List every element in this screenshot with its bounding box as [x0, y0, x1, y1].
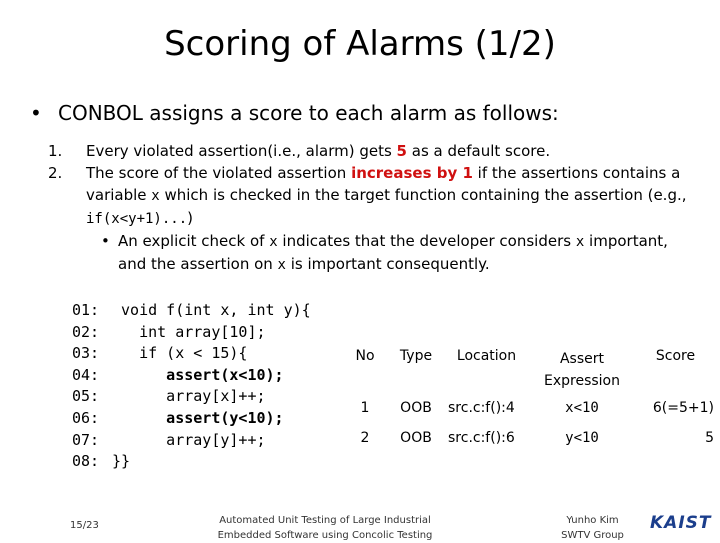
footer-title-line1: Automated Unit Testing of Large Industrial: [219, 515, 431, 526]
sub-text: indicates that the developer considers: [277, 232, 576, 250]
var-x: x: [151, 188, 160, 204]
cell-assert-expression: y<10: [565, 430, 599, 446]
main-bullet: [30, 98, 700, 128]
cell-location: src.c:f():4: [448, 400, 515, 416]
header-score: Score: [655, 348, 696, 364]
cell-score: 6(=5+1): [652, 400, 714, 416]
cell-location: src.c:f():6: [448, 430, 515, 446]
footer-author: [545, 513, 640, 543]
var-x: x: [575, 234, 585, 250]
code-text: int array[10];: [112, 322, 266, 341]
line-number: 03:: [72, 344, 100, 363]
code-text-assert: assert(x<10);: [112, 365, 284, 384]
main-bullet-text: CONBOL assigns a score to each alarm as follows:: [58, 101, 559, 125]
var-x: x: [277, 257, 286, 273]
list-number: 2.: [48, 164, 63, 182]
bullet-dot: •: [30, 101, 42, 125]
code-text: array[y]++;: [112, 430, 266, 449]
kaist-logo: KAIST: [650, 513, 712, 533]
line-number: 04:: [72, 365, 100, 384]
code-text: array[x]++;: [112, 387, 266, 406]
cell-type: OOB: [400, 430, 432, 446]
code-line: [72, 322, 311, 344]
item-text: The score of the violated assertion: [86, 164, 352, 182]
cell-score: 5: [705, 430, 714, 446]
header-assert-expression: Assert Expression: [544, 351, 620, 389]
footer-title: [200, 513, 450, 543]
bullet-dot: •: [101, 232, 110, 250]
list-item-1: [48, 140, 688, 162]
footer-title-line2: Embedded Software using Concolic Testing: [217, 530, 433, 541]
line-number: 07:: [72, 430, 100, 449]
code-line: [72, 430, 311, 452]
item-text: as a default score.: [406, 142, 551, 160]
author-name: Yunho Kim: [566, 515, 619, 526]
line-number: 01:: [72, 301, 100, 319]
var-x: x: [269, 234, 278, 250]
code-line: [72, 343, 311, 365]
code-listing: [72, 300, 311, 473]
code-line: [72, 386, 311, 408]
line-number: 05:: [72, 387, 100, 406]
table-row: [340, 423, 718, 453]
code-line: [72, 408, 311, 430]
slide-title: Scoring of Alarms (1/2): [164, 24, 556, 64]
code-line: [72, 300, 311, 322]
code-text: void f(int x, int y){: [112, 301, 311, 319]
item-text: ): [187, 209, 194, 227]
item-text: which is checked in the target function containing the assertion (e.g.,: [159, 186, 687, 204]
increase-highlight: increases by 1: [351, 164, 473, 182]
sub-text: is important consequently.: [285, 255, 490, 273]
header-type: Type: [399, 348, 433, 364]
code-line: [72, 451, 311, 473]
code-text-assert: assert(y<10);: [112, 408, 284, 427]
list-number: 1.: [48, 142, 63, 160]
header-no: No: [355, 348, 375, 364]
code-line: [72, 365, 311, 387]
score-highlight: 5: [396, 142, 407, 160]
table-row: [340, 393, 718, 423]
line-number: 06:: [72, 408, 100, 427]
sub-bullet: [48, 230, 688, 276]
sub-text: An explicit check of: [118, 232, 270, 250]
table-header-row: [340, 340, 718, 393]
list-item-2: [48, 162, 688, 230]
author-group: SWTV Group: [561, 530, 624, 541]
sub-text: important, and the assertion on: [118, 232, 668, 273]
code-text: if (x < 15){: [112, 344, 248, 363]
cell-no: 1: [360, 400, 370, 416]
item-text: Every violated assertion(i.e., alarm) gets: [86, 142, 397, 160]
numbered-list: [48, 140, 688, 276]
page-number: 15/23: [70, 520, 99, 531]
example-code: if(x<y+1)...: [86, 211, 188, 227]
cell-no: 2: [360, 430, 370, 446]
line-number: 02:: [72, 322, 100, 341]
cell-type: OOB: [400, 400, 432, 416]
item-text: if the assertions contains a variable: [86, 164, 681, 204]
line-number: 08:: [72, 452, 100, 471]
alarm-table: [340, 340, 718, 453]
header-location: Location: [456, 348, 517, 364]
code-text: }}: [112, 452, 131, 471]
cell-assert-expression: x<10: [565, 400, 599, 416]
